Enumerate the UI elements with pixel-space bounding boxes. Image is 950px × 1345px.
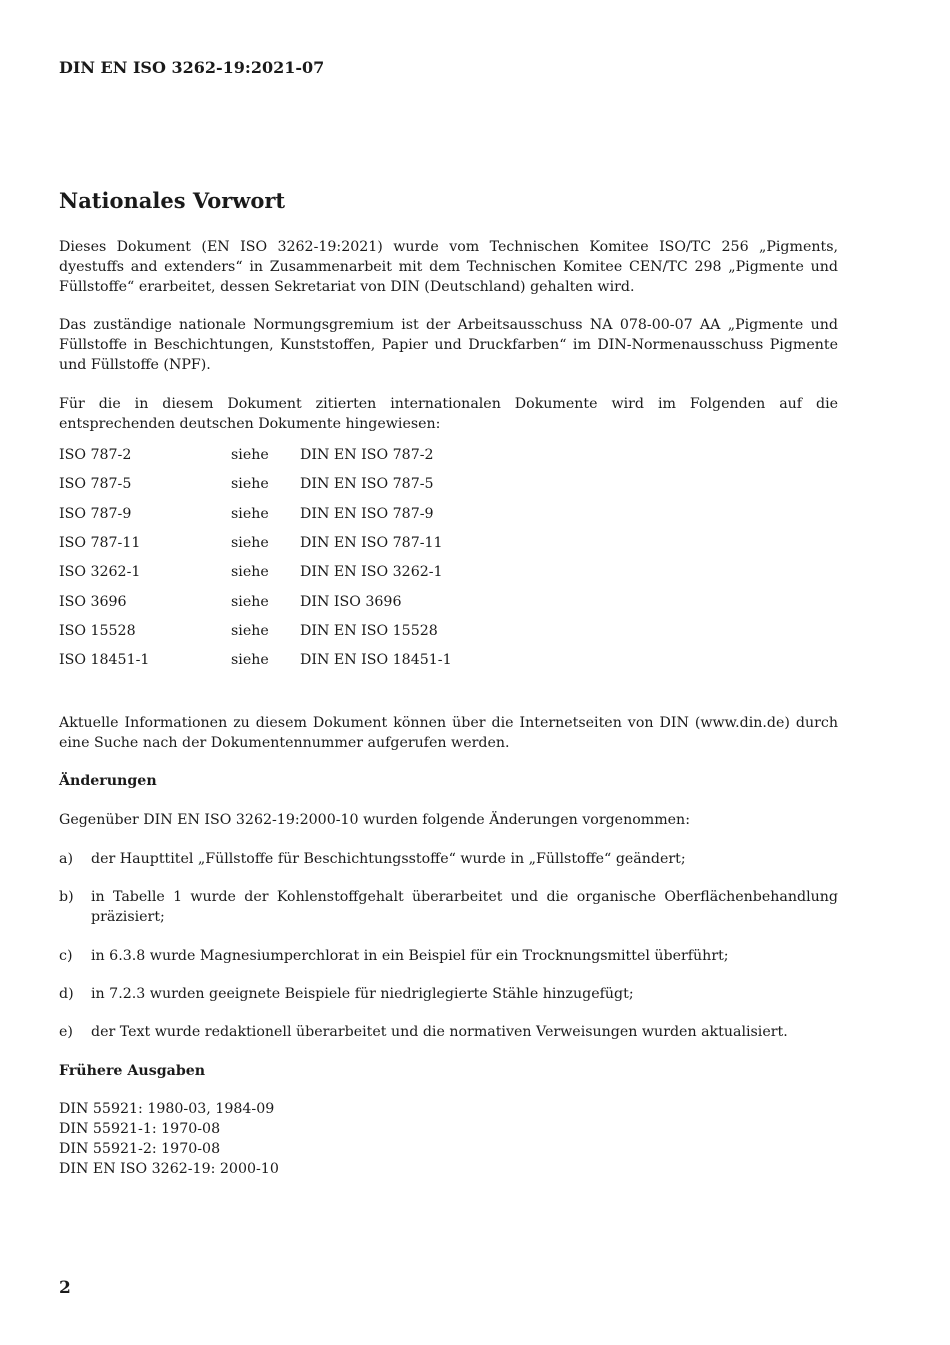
list-marker: c) [59,947,73,964]
body-text [59,238,838,1180]
list-item [59,888,838,928]
list-item-text: der Text wurde redaktionell überarbeitet und die normativen Verweisungen wurden aktualisiert. [91,1024,788,1041]
changes-intro: Gegenüber DIN EN ISO 3262-19:2000-10 wurden folgende Änderungen vorgenommen: [59,812,690,829]
reference-row [59,500,838,529]
iso-reference: ISO 15528 [59,622,136,639]
din-reference: DIN EN ISO 787-5 [300,476,434,493]
iso-reference: ISO 787-5 [59,476,132,493]
din-reference: DIN EN ISO 18451-1 [300,652,452,669]
list-marker: e) [59,1024,73,1041]
iso-reference: ISO 787-2 [59,447,132,464]
din-reference: DIN EN ISO 787-11 [300,535,443,551]
list-marker: d) [59,985,74,1002]
list-item [59,985,838,1005]
earlier-edition-item: DIN EN ISO 3262-19: 2000-10 [59,1160,279,1177]
earlier-editions-heading: Frühere Ausgaben [59,1062,206,1079]
list-marker: b) [59,889,74,906]
see-label: siehe [231,447,269,464]
document-id-header: DIN EN ISO 3262-19:2021-07 [59,58,325,77]
reference-row [59,646,838,675]
din-reference: DIN EN ISO 3262-1 [300,564,443,581]
info-paragraph: Aktuelle Informationen zu diesem Dokument können über die Internetseiten von DIN (www.din.de) durch eine Suche nach der Dokumentennummer aufgerufen werden. [59,714,838,751]
changes-heading: Änderungen [59,773,157,790]
list-item-text: in 7.2.3 wurden geeignete Beispiele für niedriglegierte Stähle hinzugefügt; [91,985,634,1002]
earlier-editions-list [59,1100,838,1179]
reference-row [59,559,838,588]
see-label: siehe [231,535,269,551]
iso-reference: ISO 3262-1 [59,564,141,581]
paragraph-3: Für die in diesem Dokument zitierten internationalen Dokumente wird im Folgenden auf die entsprechenden deutschen Dokumente hingewiesen: [59,395,838,432]
see-label: siehe [231,505,269,522]
see-label: siehe [231,593,269,610]
page-title: Nationales Vorwort [59,188,286,213]
earlier-edition-item: DIN 55921-1: 1970-08 [59,1121,221,1138]
paragraph-2: Das zuständige nationale Normungsgremium ist der Arbeitsausschuss NA 078-00-07 AA „Pigmente und Füllstoffe in Beschichtungen, Kunststoffen, Papier und Druckfarben“ im DIN-Normenausschuss Pigmente und Füllstoffe (NPF). [59,317,838,373]
earlier-edition-item: DIN 55921: 1980-03, 1984-09 [59,1101,275,1118]
see-label: siehe [231,652,269,669]
reference-row [59,441,838,470]
reference-row [59,471,838,500]
reference-row [59,529,838,558]
earlier-edition-item: DIN 55921-2: 1970-08 [59,1141,221,1158]
din-reference: DIN EN ISO 15528 [300,622,438,639]
reference-row [59,617,838,646]
iso-reference: ISO 18451-1 [59,652,150,669]
list-item [59,1023,838,1043]
reference-table [59,441,838,675]
din-reference: DIN ISO 3696 [300,593,402,610]
paragraph-1: Dieses Dokument (EN ISO 3262-19:2021) wurde vom Technischen Komitee ISO/TC 256 „Pigments, dyestuffs and extenders“ in Zusammenarbeit mit dem Technischen Komitee CEN/TC 298 „Pigmente und Füllstoffe“ erarbeitet, dessen Sekretariat von DIN (Deutschland) gehalten wird. [59,239,838,295]
din-reference: DIN EN ISO 787-2 [300,447,434,464]
iso-reference: ISO 787-11 [59,535,141,551]
see-label: siehe [231,622,269,639]
list-item-text: der Haupttitel „Füllstoffe für Beschichtungsstoffe“ wurde in „Füllstoffe“ geändert; [91,850,686,867]
din-reference: DIN EN ISO 787-9 [300,505,434,522]
document-page [59,0,838,1345]
page-number: 2 [59,1278,71,1298]
list-item [59,947,838,967]
list-marker: a) [59,850,73,867]
list-item-text: in Tabelle 1 wurde der Kohlenstoffgehalt überarbeitet und die organische Oberflächenbehandlung präzisiert; [91,889,838,926]
iso-reference: ISO 3696 [59,593,127,610]
reference-row [59,588,838,617]
spacer [59,676,838,714]
list-item-text: in 6.3.8 wurde Magnesiumperchlorat in ein Beispiel für ein Trocknungsmittel überführt; [91,947,729,964]
list-item [59,850,838,870]
changes-list [59,850,838,1043]
see-label: siehe [231,564,269,581]
iso-reference: ISO 787-9 [59,505,132,522]
see-label: siehe [231,476,269,493]
